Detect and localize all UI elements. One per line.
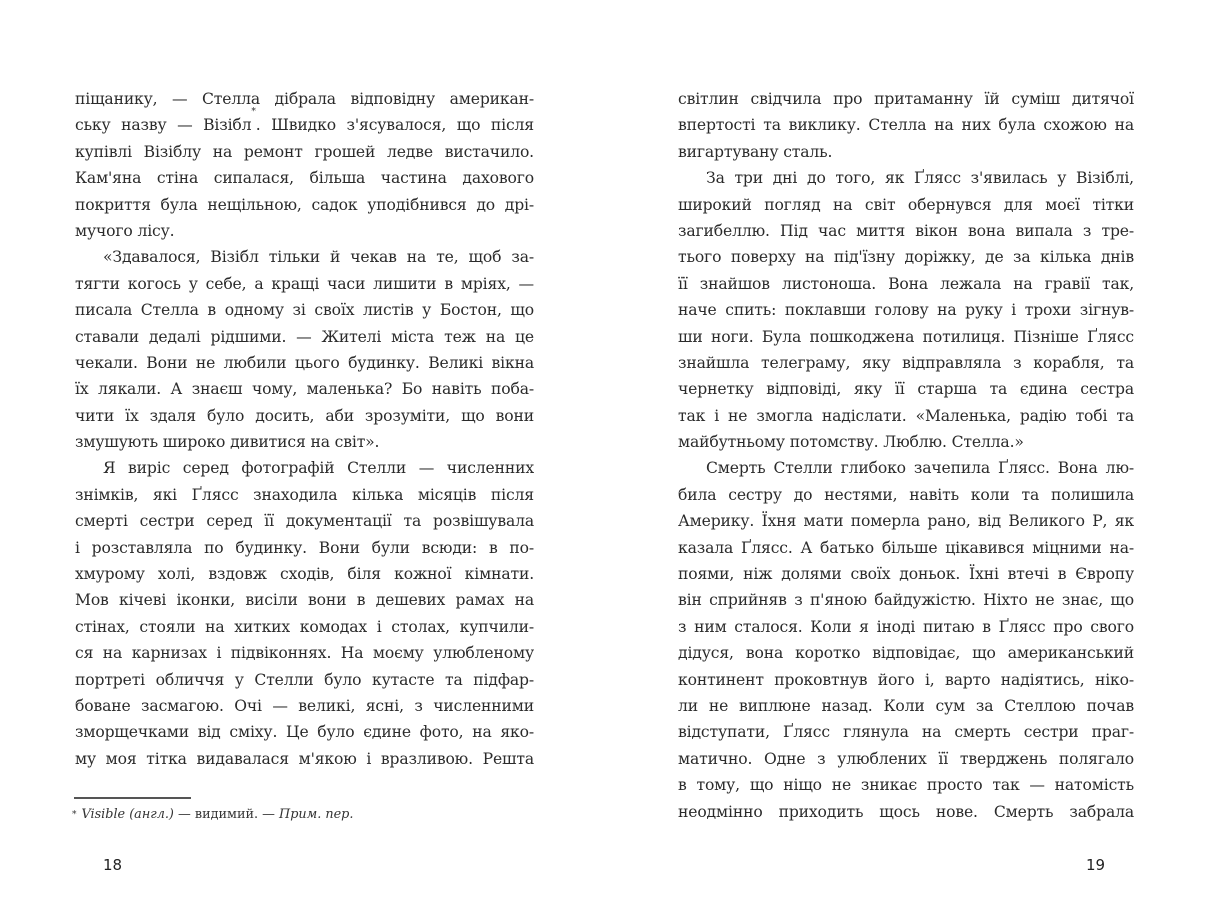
- text-line: Смерть Стелли глибоко зачепила Ґлясс. Вона лю-: [706, 459, 1134, 478]
- text-line: неодмінно приходить щось нове. Смерть забрала: [678, 802, 1134, 821]
- text-line: писала Стелла в одному зі своїх листів у Бостон, що: [75, 301, 534, 320]
- text-line: За три дні до того, як Ґлясс з'явилась у Візіблі,: [706, 169, 1134, 188]
- text-line: і розставляла по будинку. Вони були всюди: в по-: [75, 538, 534, 557]
- text-line: боване засмагою. Очі — великі, ясні, з численними: [75, 696, 534, 715]
- footnote: [72, 805, 353, 825]
- text-line: їх лякали. А знаєш чому, маленька? Бо навіть поба-: [75, 380, 534, 399]
- footnote-note: Прим. пер.: [279, 807, 354, 822]
- text-line: чити їх здаля було досить, аби зрозуміти, що вони: [75, 406, 534, 425]
- footnote-dash: —: [173, 807, 195, 822]
- footnote-term: Visible (англ.): [81, 807, 174, 822]
- text-line: тягти когось у себе, а кращі часи лишити в мріях, —: [75, 274, 534, 293]
- text-line: континент проковтнув його і, варто надіятись, ніко-: [678, 670, 1134, 689]
- text-line: ську назву — Візібл*. Швидко з'ясувалося, що після: [75, 107, 534, 135]
- page-number-left: 18: [103, 856, 123, 874]
- text-line: матично. Одне з улюблених її тверджень полягало: [678, 749, 1134, 768]
- text-line: Мов кічеві іконки, висіли вони в дешевих рамах на: [75, 591, 534, 610]
- text-line: казала Ґлясс. А батько більше цікавився міцними на-: [678, 538, 1134, 557]
- text-line: мучого лісу.: [75, 221, 175, 240]
- text-line: му моя тітка видавалася м'якою і вразливою. Решта: [75, 749, 534, 768]
- text-line: відступати, Ґлясс глянула на смерть сестри праг-: [678, 723, 1134, 742]
- footnote-meaning: видимий.: [194, 807, 259, 822]
- text-line: дідуся, вона коротко відповідає, що американський: [678, 644, 1134, 663]
- text-line: смерті сестри серед її документації та розвішувала: [75, 512, 534, 531]
- text-line: вигартувану сталь.: [678, 142, 833, 161]
- text-line: так і не змогла надіслати. «Маленька, радію тобі та: [678, 406, 1134, 425]
- text-line: чекали. Вони не любили цього будинку. Великі вікна: [75, 353, 534, 372]
- text-line: ши ноги. Була пошкоджена потилиця. Пізніше Ґлясс: [678, 327, 1134, 346]
- text-line: знімків, які Ґлясс знаходила кілька місяців після: [75, 485, 534, 504]
- text-line: Америку. Їхня мати померла рано, від Великого Р, як: [678, 512, 1134, 531]
- footnote-reference: *: [251, 107, 256, 118]
- text-line: змушують широко дивитися на світ».: [75, 433, 380, 452]
- text-line: купівлі Візіблу на ремонт грошей ледве вистачило.: [75, 142, 534, 161]
- footnote-dash: —: [258, 807, 280, 822]
- text-line: «Здавалося, Візібл тільки й чекав на те, щоб за-: [103, 248, 534, 267]
- text-line: майбутньому потомству. Люблю. Стелла.»: [678, 433, 1024, 452]
- text-line: наче спить: поклавши голову на руку і трохи зігнув-: [678, 301, 1134, 320]
- text-line: широкий погляд на світ обернувся для моєї тітки: [678, 195, 1134, 214]
- text-line: покриття була нещільною, садок уподібнився до дрі-: [75, 195, 534, 214]
- text-line: в тому, що ніщо не зникає просто так — натомість: [678, 776, 1134, 795]
- text-line: тього поверху на під'їзну доріжку, де за кілька днів: [678, 248, 1134, 267]
- text-line: ся на карнизах і підвіконнях. На моєму улюбленому: [75, 644, 534, 663]
- text-line: з ним сталося. Коли я іноді питаю в Ґлясс про свого: [678, 617, 1134, 636]
- text-line: Кам'яна стіна сипалася, більша частина дахового: [75, 169, 534, 188]
- text-line: портреті обличчя у Стелли було кутасте та підфар-: [75, 670, 534, 689]
- text-line: світлин свідчила про притаманну їй суміш дитячої: [678, 90, 1134, 108]
- text-line: зморщечками від сміху. Це було єдине фото, на яко-: [75, 723, 534, 742]
- text-line: піщанику, — Стелла дібрала відповідну американ-: [75, 90, 534, 108]
- text-line: її знайшов листоноша. Вона лежала на гравії так,: [678, 274, 1134, 293]
- footnote-divider: [74, 797, 191, 799]
- page-number-right: 19: [1086, 856, 1106, 874]
- text-line: знайшла телеграму, яку відправляла з корабля, та: [678, 353, 1134, 372]
- text-line: стінах, стояли на хитких комодах і столах, купчили-: [75, 617, 534, 636]
- text-line: загибеллю. Під час миття вікон вона випала з тре-: [678, 221, 1134, 240]
- right-page-body: [678, 86, 1134, 825]
- text-line: хмурому холі, вздовж сходів, біля кожної кімнати.: [75, 565, 534, 584]
- text-line: Я виріс серед фотографій Стелли — численних: [103, 459, 534, 478]
- text-line: поями, ніж долями своїх доньок. Їхні втечі в Європу: [678, 565, 1134, 584]
- text-line: ли не виплюне назад. Коли сум за Стеллою почав: [678, 696, 1134, 715]
- text-line: ставали дедалі рідшими. — Жителі міста теж на це: [75, 327, 534, 346]
- footnote-mark: *: [72, 810, 77, 820]
- text-line: чернетку відповіді, яку її старша та єдина сестра: [678, 380, 1134, 399]
- left-page-body: [75, 86, 534, 772]
- text-line: била сестру до нестями, навіть коли та полишила: [678, 485, 1134, 504]
- text-line: він сприйняв з п'яною байдужістю. Ніхто не знає, що: [678, 591, 1134, 610]
- text-line: впертості та виклику. Стелла на них була схожою на: [678, 116, 1134, 135]
